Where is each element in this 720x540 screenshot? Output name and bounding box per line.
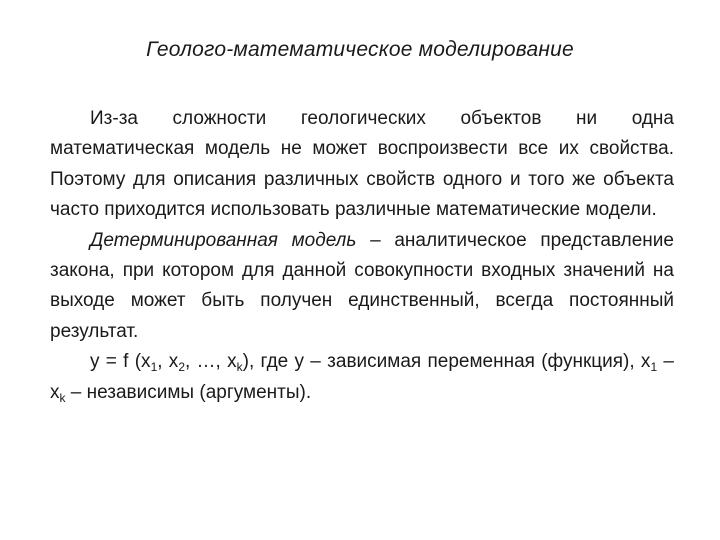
slide-title: Геолого-математическое моделирование <box>146 38 574 61</box>
formula-part: – x <box>50 351 674 403</box>
subscript: k <box>236 360 243 375</box>
formula-part: , x <box>157 351 179 373</box>
formula-part: – независимы (аргументы). <box>65 381 312 403</box>
formula-part: y = f (x <box>90 351 151 373</box>
definition-term: Детерминированная модель <box>90 229 357 251</box>
subscript: 1 <box>650 360 658 375</box>
formula-part: , …, x <box>185 351 237 373</box>
formula-part: ), где y – зависимая переменная (функция), x <box>242 351 651 373</box>
paragraph-formula <box>50 347 674 408</box>
definition-text: – аналитическое представление закона, при котором для данной совокупности входных значений на выходе может быть получен единственный, всегда постоянный результат. <box>50 229 674 342</box>
paragraph-intro: Из-за сложности геологических объектов ни одна математическая модель не может воспроизвести все их свойства. Поэтому для описания различных свойств одного и того же объекта часто приходится использовать различные математические модели. <box>50 108 674 221</box>
subscript: 1 <box>150 360 158 375</box>
paragraph-definition <box>50 226 674 348</box>
slide-body <box>50 104 674 408</box>
subscript: k <box>59 390 66 405</box>
subscript: 2 <box>178 360 185 375</box>
